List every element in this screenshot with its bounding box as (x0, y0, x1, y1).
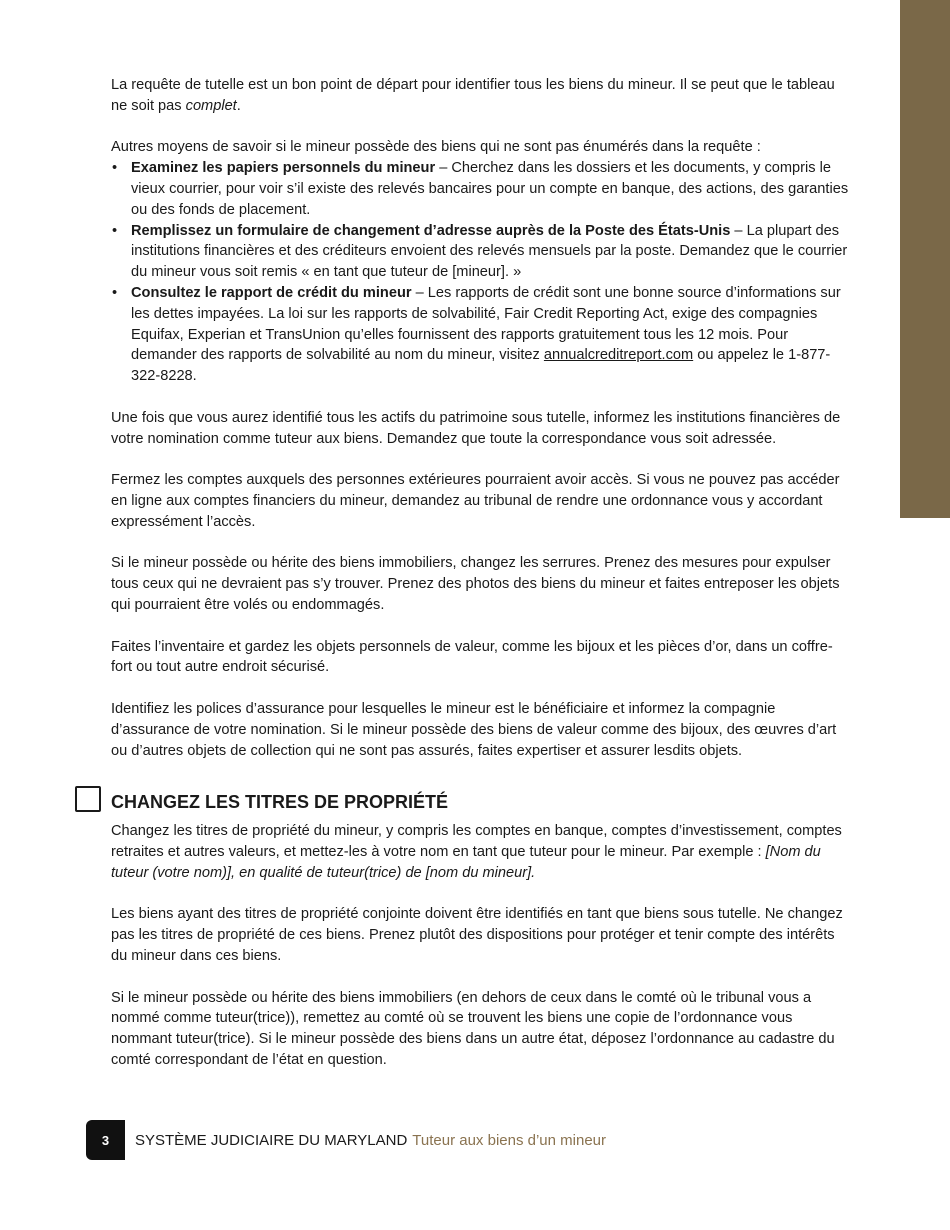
section-heading: CHANGEZ LES TITRES DE PROPRIÉTÉ (111, 792, 449, 813)
bullet-title: Examinez les papiers personnels du mineur (131, 160, 436, 177)
paragraph-inventory-valuables: Faites l’inventaire et gardez les objets personnels de valeur, comme les bijoux et les pièces d’or, dans un coffre-fort ou tout autre endroit sécurisé. (111, 638, 833, 676)
footer-organization: SYSTÈME JUDICIAIRE DU MARYLAND (135, 1131, 408, 1149)
paragraph-close-accounts: Fermez les comptes auxquels des personnes extérieures pourraient avoir accès. Si vous ne pouvez pas accéder en ligne aux comptes financiers du mineur, demandez au tribunal de rendre une ordonnance vous y accordant expressément l’accès. (111, 472, 840, 530)
side-color-band (900, 0, 950, 518)
section-paragraph-change-titles: Changez les titres de propriété du mineur, y compris les comptes en banque, comptes d’investissement, comptes retraites et autres valeurs, et mettez-les à votre nom en tant que tuteur pour le mineur. Par exemple : [Nom du tuteur (votre nom)], en qualité de tuteur(trice) de [nom du mineur]. (111, 823, 842, 881)
other-means-lead: Autres moyens de savoir si le mineur possède des biens qui ne sont pas énumérés dans la requête : (111, 139, 761, 156)
bullet-item-personal-papers: • Examinez les papiers personnels du mineur – Cherchez dans les dossiers et les documents, y compris le vieux courrier, pour voir s’il existe des relevés bancaires pour un compte en banque, des actions, des garanties ou des fonds de placement. (111, 158, 851, 220)
bullet-list (111, 158, 851, 387)
section-paragraph-other-county: Si le mineur possède ou hérite des biens immobiliers (en dehors de ceux dans le comté où le tribunal vous a nommé comme tuteur(trice)), remettez au comté où se trouvent les biens une copie de l’ordonnance vous nommant tuteur(trice). Si le mineur possède des biens dans un autre état, déposez l’ordonnance au cadastre du comté correspondant de l’état en question. (111, 989, 835, 1069)
page-footer (86, 1120, 606, 1160)
page-number-badge: 3 (86, 1120, 125, 1160)
intro-italic: complet (185, 97, 237, 114)
bullet-item-change-of-address: • Remplissez un formulaire de changement d’adresse auprès de la Poste des États-Unis – La plupart des institutions financières et des créditeurs envoient des relevés mensuels par la poste. Demandez que le courrier du mineur vous soit remis « en tant que tuteur de [mineur]. » (111, 221, 851, 283)
section-heading-row (111, 791, 851, 813)
intro-paragraph: La requête de tutelle est un bon point de départ pour identifier tous les biens du mineur. Il se peut que le tableau ne soit pas complet. (111, 77, 835, 114)
page-content (111, 75, 851, 1071)
bullet-item-credit-report: • Consultez le rapport de crédit du mineur – Les rapports de crédit sont une bonne source d’informations sur les dettes impayées. La loi sur les rapports de solvabilité, Fair Credit Reporting Act, exige des compagnies Equifax, Experian et TransUnion qu’elles fournissent des rapports gratuitement tous les 12 mois. Pour demander des rapports de solvabilité au nom du mineur, visitez annualcreditreport.com ou appelez le 1-877-322-8228. (111, 283, 851, 387)
paragraph-insurance: Identifiez les polices d’assurance pour lesquelles le mineur est le bénéficiaire et informez la compagnie d’assurance de votre nomination. Si le mineur possède des biens de valeur comme des bijoux, des œuvres d’art ou d’autres objets de collection qui ne sont pas assurés, faites expertiser et assurer lesdits objets. (111, 700, 837, 759)
bullet-title: Remplissez un formulaire de changement d’adresse auprès de la Poste des États-Unis (131, 222, 731, 239)
paragraph-notify-institutions: Une fois que vous aurez identifié tous les actifs du patrimoine sous tutelle, informez les institutions financières de votre nomination comme tuteur aux biens. Demandez que toute la correspondance vous soit adressée. (111, 409, 841, 447)
bullet-title: Consultez le rapport de crédit du mineur (131, 284, 412, 301)
section-example-italic: [Nom du tuteur (votre nom)], en qualité de tuteur(trice) de [nom du mineur]. (111, 844, 821, 881)
section-checkbox[interactable] (75, 786, 101, 812)
footer-document-title: Tuteur aux biens d’un mineur (412, 1131, 606, 1149)
section-paragraph-joint-titles: Les biens ayant des titres de propriété conjointe doivent être identifiés en tant que biens sous tutelle. Ne changez pas les titres de propriété de ces biens. Prenez plutôt des dispositions pour protéger et tenir compte des intérêts du mineur dans ces biens. (111, 906, 843, 965)
paragraph-real-estate-locks: Si le mineur possède ou hérite des biens immobiliers, changez les serrures. Prenez des mesures pour expulser tous ceux qui ne devraient pas s’y trouver. Prenez des photos des biens du mineur et faites entreposer les objets qui pourraient être volés ou endommagés. (111, 555, 840, 613)
annualcreditreport-link[interactable]: annualcreditreport.com (543, 347, 694, 364)
